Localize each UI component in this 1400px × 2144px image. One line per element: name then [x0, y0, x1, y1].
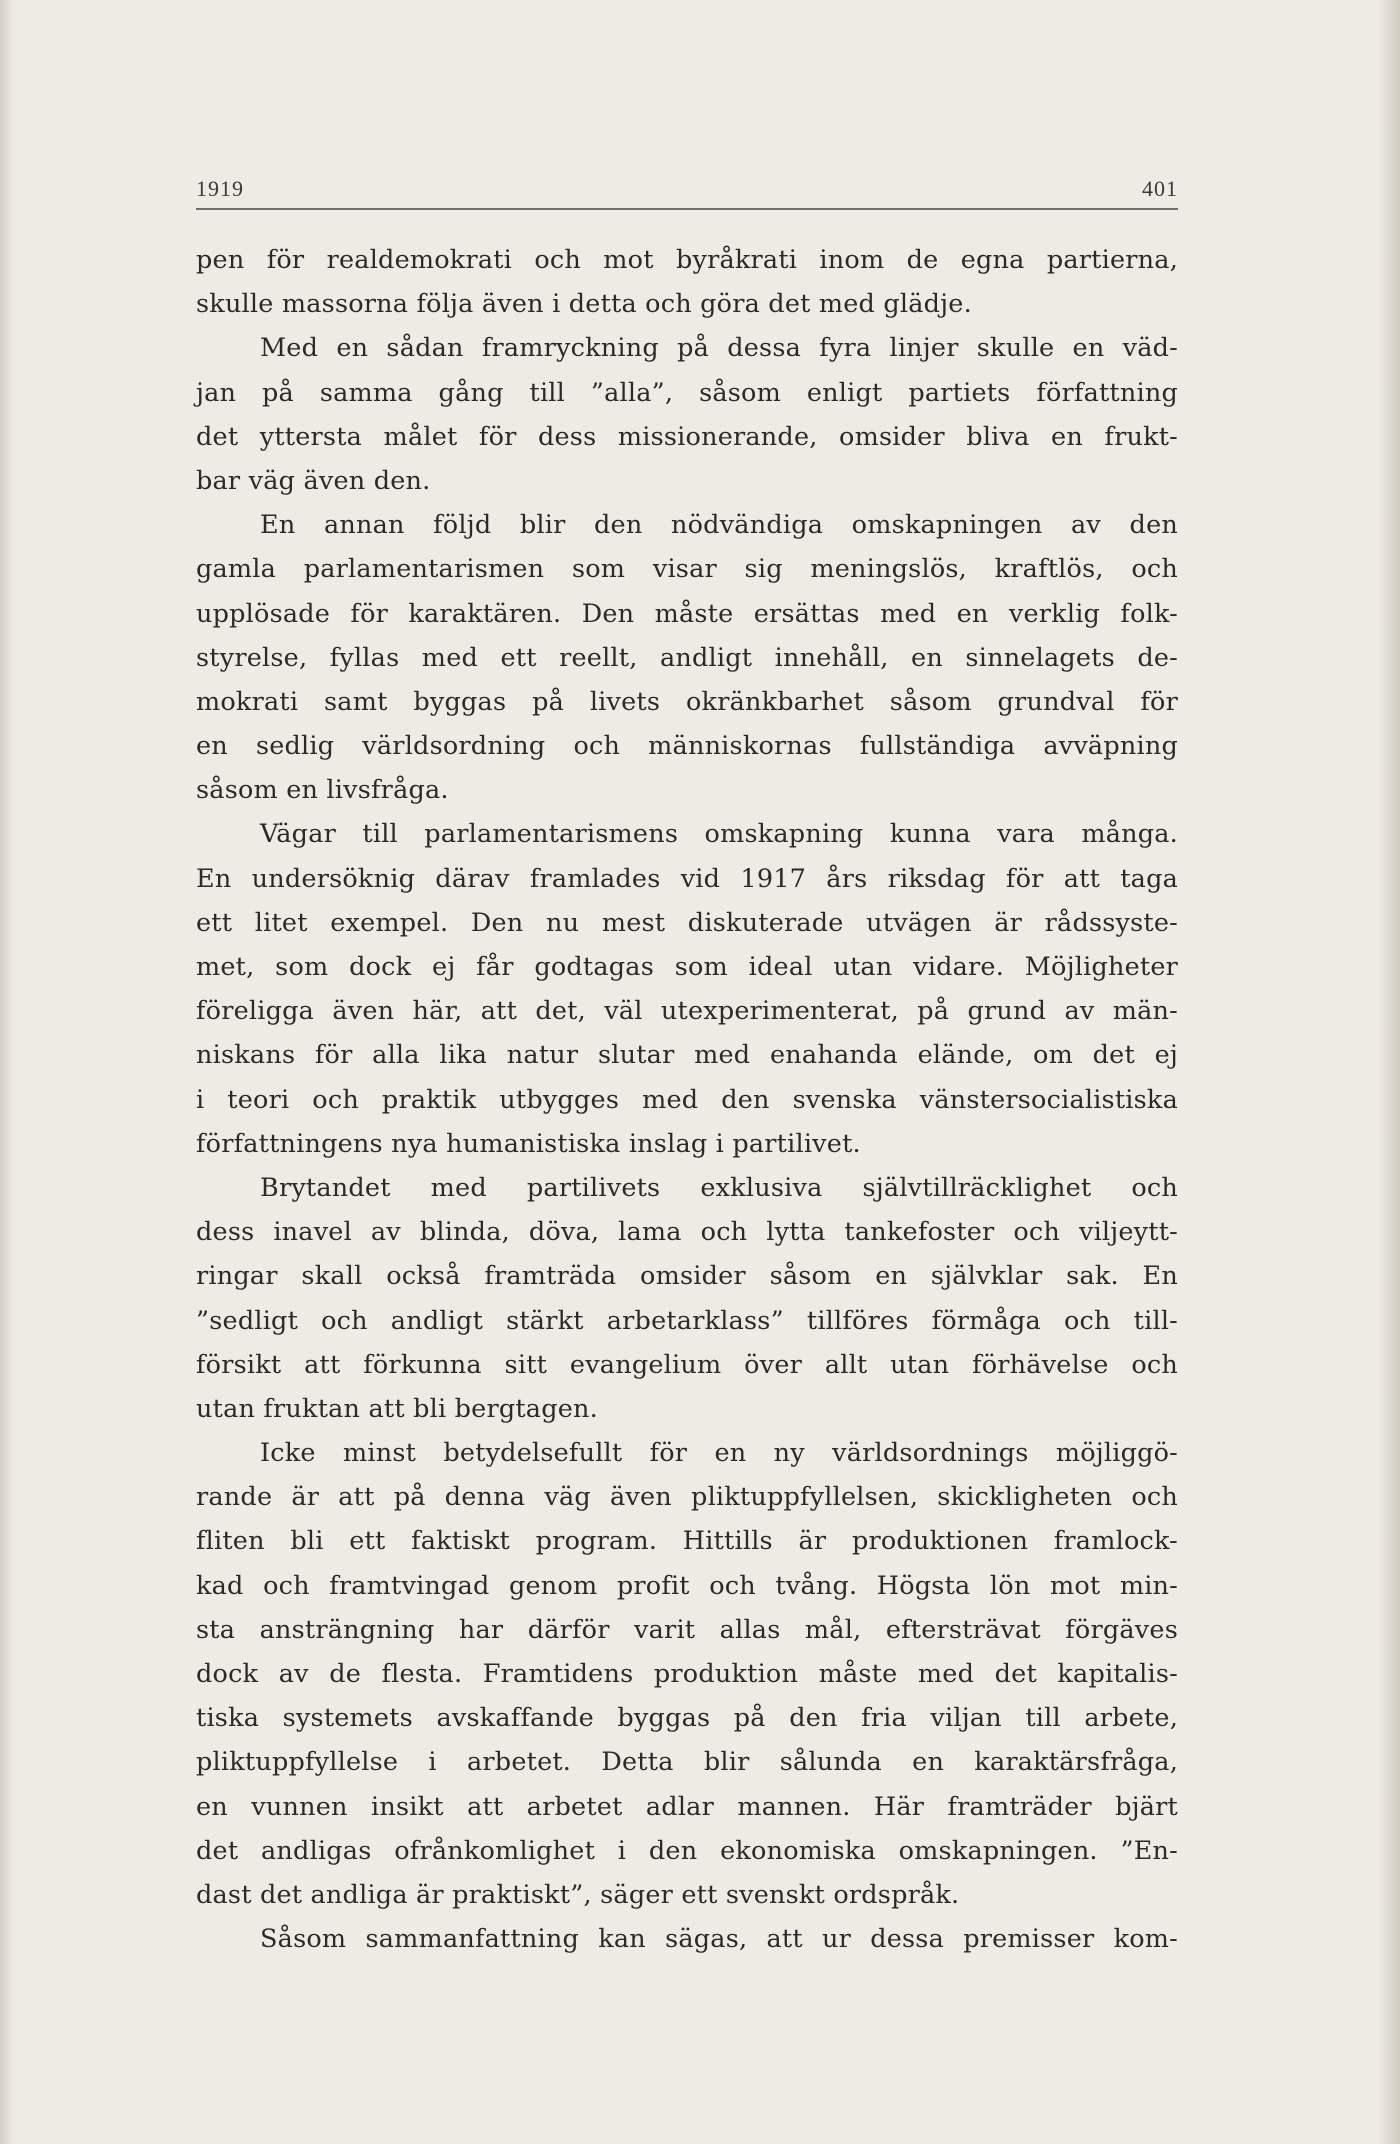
text-line: en vunnen insikt att arbetet adlar mannen. Här framträder bjärt — [196, 1791, 1178, 1822]
text-line: skulle massorna följa även i detta och göra det med glädje. — [196, 289, 972, 320]
text-line: gamla parlamentarismen som visar sig meningslös, kraftlös, och — [196, 554, 1178, 585]
text-line: mokrati samt byggas på livets okränkbarhet såsom grundval för — [196, 686, 1178, 717]
text-line: rande är att på denna väg även pliktuppfyllelsen, skickligheten och — [196, 1482, 1178, 1513]
book-page — [196, 172, 1178, 1961]
body-text — [196, 238, 1178, 1961]
text-line: ”sedligt och andligt stärkt arbetarklass” tillföres förmåga och till- — [196, 1305, 1178, 1336]
scan-edge-left — [0, 0, 14, 2144]
text-line: Icke minst betydelsefullt för en ny världsordnings möjliggö- — [260, 1438, 1178, 1469]
text-line: En undersöknig därav framlades vid 1917 års riksdag för att taga — [196, 863, 1178, 894]
text-line: dast det andliga är praktiskt”, säger ett svenskt ordspråk. — [196, 1879, 960, 1910]
text-line: tiska systemets avskaffande byggas på den fria viljan till arbete, — [196, 1703, 1178, 1734]
text-line: försikt att förkunna sitt evangelium över allt utan förhävelse och — [196, 1349, 1178, 1380]
text-line: såsom en livsfråga. — [196, 775, 449, 806]
text-line: sta ansträngning har därför varit allas mål, eftersträvat förgäves — [196, 1614, 1178, 1645]
text-line: det andligas ofrånkomlighet i den ekonomiska omskapningen. ”En- — [196, 1835, 1178, 1866]
text-line: styrelse, fyllas med ett reellt, andligt innehåll, en sinnelagets de- — [196, 642, 1178, 673]
text-line: ringar skall också framträda omsider såsom en självklar sak. En — [196, 1261, 1178, 1292]
text-line: en sedlig världsordning och människornas fullständiga avväpning — [196, 731, 1178, 762]
text-line: Såsom sammanfattning kan sägas, att ur dessa premisser kom- — [260, 1924, 1178, 1955]
text-line: dess inavel av blinda, döva, lama och lytta tankefoster och viljeytt- — [196, 1217, 1178, 1248]
text-line: kad och framtvingad genom profit och tvång. Högsta lön mot min- — [196, 1570, 1178, 1601]
text-line: En annan följd blir den nödvändiga omskapningen av den — [260, 510, 1178, 541]
text-line: författningens nya humanistiska inslag i partilivet. — [196, 1128, 861, 1159]
text-line: bar väg även den. — [196, 465, 431, 496]
text-line: met, som dock ej får godtagas som ideal utan vidare. Möjligheter — [196, 952, 1178, 982]
text-line: det yttersta målet för dess missionerande, omsider bliva en frukt- — [196, 421, 1178, 452]
text-line: utan fruktan att bli bergtagen. — [196, 1393, 598, 1424]
text-line: upplösade för karaktären. Den måste ersättas med en verklig folk- — [196, 598, 1178, 629]
text-line: pen för realdemokrati och mot byråkrati inom de egna partierna, — [196, 245, 1178, 275]
text-line: niskans för alla lika natur slutar med enahanda elände, om det ej — [196, 1040, 1178, 1071]
text-line: föreligga även här, att det, väl utexperimenterat, på grund av män- — [196, 996, 1178, 1027]
text-line: dock av de flesta. Framtidens produktion måste med det kapitalis- — [196, 1659, 1178, 1689]
scan-edge-right — [1378, 0, 1400, 2144]
text-line: fliten bli ett faktiskt program. Hittills är produktionen framlock- — [196, 1526, 1178, 1557]
text-line: Brytandet med partilivets exklusiva självtillräcklighet och — [260, 1172, 1178, 1203]
running-head — [196, 172, 1178, 210]
text-line: i teori och praktik utbygges med den svenska vänstersocialistiska — [196, 1084, 1178, 1115]
text-line: pliktuppfyllelse i arbetet. Detta blir sålunda en karaktärsfråga, — [196, 1747, 1178, 1778]
text-line: Vägar till parlamentarismens omskapning kunna vara många. — [260, 819, 1178, 850]
header-year: 1919 — [196, 176, 244, 201]
text-line: Med en sådan framryckning på dessa fyra linjer skulle en väd- — [260, 333, 1178, 364]
text-line: ett litet exempel. Den nu mest diskuterade utvägen är rådssyste- — [196, 907, 1178, 938]
page-number: 401 — [1142, 176, 1178, 201]
text-line: jan på samma gång till ”alla”, såsom enligt partiets författning — [196, 377, 1178, 408]
